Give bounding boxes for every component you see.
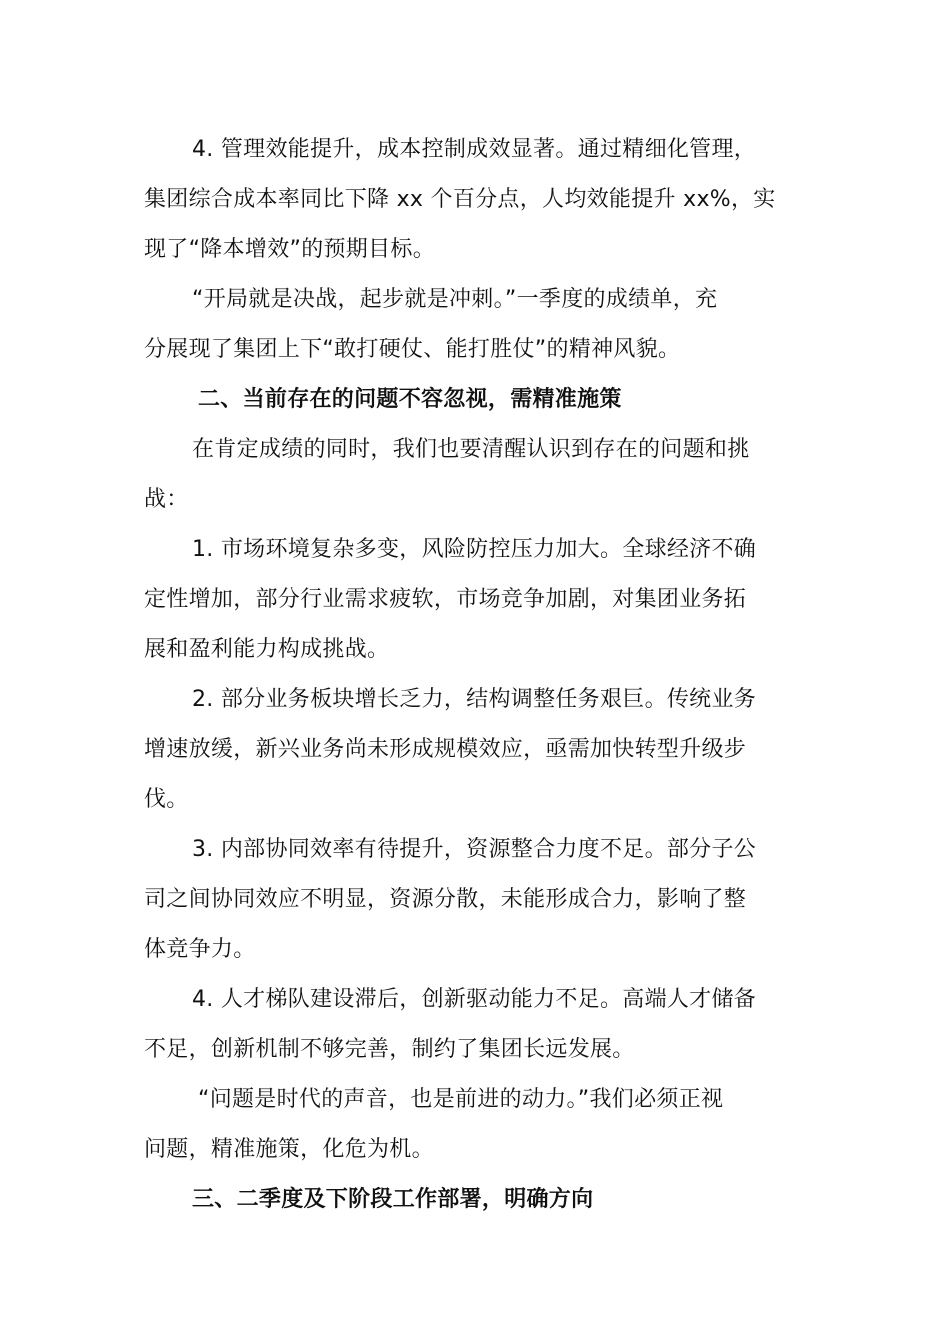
paragraph-line: 4. 人才梯队建设滞后，创新驱动能力不足。高端人才储备 [192,987,757,1012]
paragraph-line: 在肯定成绩的同时，我们也要清醒认识到存在的问题和挑 [192,437,750,462]
paragraph-line: 司之间协同效应不明显，资源分散，未能形成合力，影响了整 [144,887,747,912]
section-heading: 二、当前存在的问题不容忽视，需精准施策 [198,387,622,412]
paragraph-line: 战： [144,487,189,512]
paragraph-line: 伐。 [144,787,189,812]
paragraph-line: 问题，精准施策，化危为机。 [144,1137,434,1162]
paragraph-line: “开局就是决战，起步就是冲刺。”一季度的成绩单，充 [192,287,718,312]
paragraph-line: 不足，创新机制不够完善，制约了集团长远发展。 [144,1037,635,1062]
paragraph-line: 集团综合成本率同比下降 xx 个百分点，人均效能提升 xx%，实 [144,187,776,212]
paragraph-line: 2. 部分业务板块增长乏力，结构调整任务艰巨。传统业务 [192,687,757,712]
paragraph-line: 定性增加，部分行业需求疲软，市场竞争加剧，对集团业务拓 [144,587,747,612]
paragraph-line: “问题是时代的声音，也是前进的动力。”我们必须正视 [198,1087,724,1112]
paragraph-line: 1. 市场环境复杂多变，风险防控压力加大。全球经济不确 [192,537,757,562]
paragraph-line: 4. 管理效能提升，成本控制成效显著。通过精细化管理， [192,137,757,162]
paragraph-line: 体竞争力。 [144,937,256,962]
paragraph-line: 现了“降本增效”的预期目标。 [144,237,435,262]
paragraph-line: 3. 内部协同效率有待提升，资源整合力度不足。部分子公 [192,837,757,862]
paragraph-line: 展和盈利能力构成挑战。 [144,637,390,662]
paragraph-line: 增速放缓，新兴业务尚未形成规模效应，亟需加快转型升级步 [144,737,747,762]
paragraph-line: 分展现了集团上下“敢打硬仗、能打胜仗”的精神风貌。 [144,337,681,362]
section-heading: 三、二季度及下阶段工作部署，明确方向 [192,1187,594,1212]
